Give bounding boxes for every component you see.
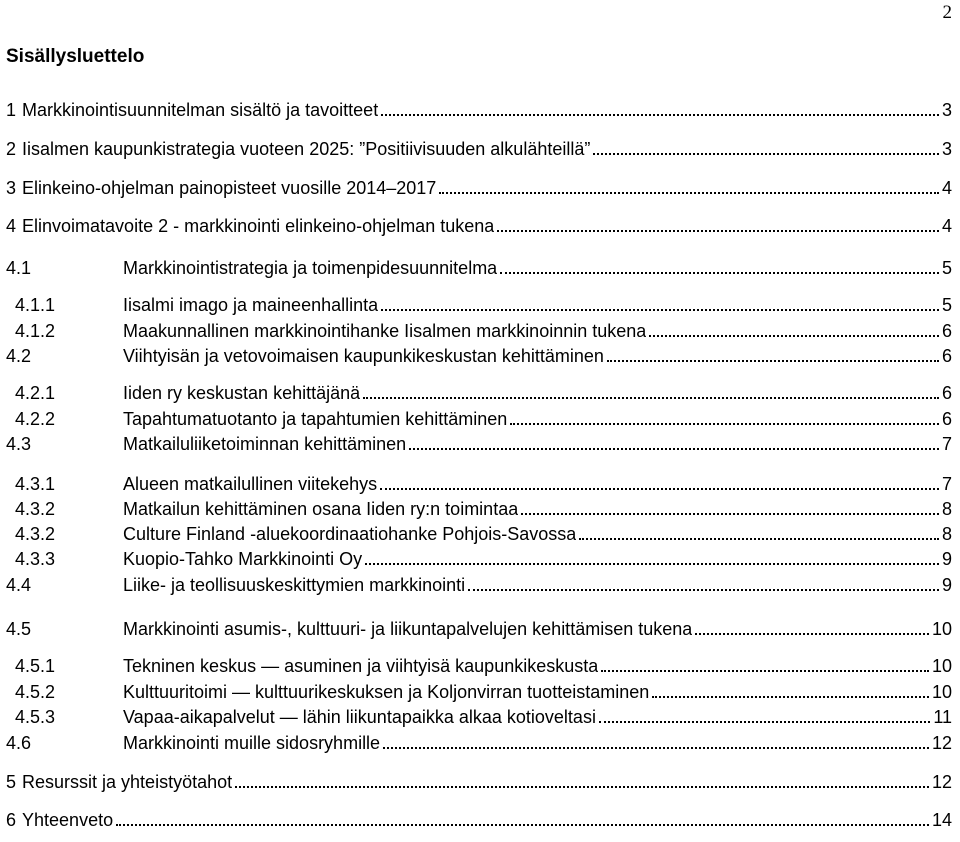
- toc-entry[interactable]: [0, 380, 952, 404]
- toc-entry-title: Tekninen keskus — asuminen ja viihtyisä kaupunkikeskusta: [123, 656, 599, 676]
- toc-entry-title: Viihtyisän ja vetovoimaisen kaupunkikeskustan kehittäminen: [123, 346, 604, 366]
- toc-entry-page: 12: [931, 733, 952, 753]
- toc-entry-number: 4.2: [6, 346, 32, 366]
- toc-entry-title: Markkinointi asumis-, kulttuuri- ja liikuntapalvelujen kehittämisen tukena: [123, 619, 693, 639]
- toc-entry[interactable]: [0, 572, 952, 596]
- dot-leader: [601, 669, 929, 672]
- dot-leader: [365, 562, 939, 565]
- toc-entry-title: Markkinointistrategia ja toimenpidesuunnitelma: [123, 258, 498, 278]
- toc-entry-page: 4: [941, 178, 952, 198]
- toc-entry[interactable]: [0, 97, 952, 121]
- toc-entry[interactable]: [0, 343, 952, 367]
- dot-leader: [363, 396, 939, 399]
- toc-entry-number: 4.4: [6, 575, 32, 595]
- toc-entry-title: Resurssit ja yhteistyötahot: [22, 772, 233, 792]
- toc-entry[interactable]: [0, 471, 952, 495]
- dot-leader: [652, 695, 929, 698]
- toc-entry[interactable]: [0, 255, 952, 279]
- toc-entry-number: 4.5.2: [15, 682, 56, 702]
- toc-entry-title: Vapaa-aikapalvelut — lähin liikuntapaikka alkaa kotioveltasi: [123, 707, 596, 727]
- dot-leader: [439, 191, 939, 194]
- toc-entry-page: 8: [941, 499, 952, 519]
- toc-entry-number: 4.3.3: [15, 549, 56, 569]
- dot-leader: [381, 308, 939, 311]
- toc-entry-page: 7: [941, 474, 952, 494]
- toc-entry-page: 8: [941, 524, 952, 544]
- toc-entry-page: 10: [931, 619, 952, 639]
- dot-leader: [593, 152, 939, 155]
- dot-leader: [409, 447, 939, 450]
- page-number: 2: [942, 2, 952, 23]
- toc-entry[interactable]: [0, 704, 952, 728]
- toc-entry-title: Markkinointisuunnitelman sisältö ja tavoitteet: [22, 100, 379, 120]
- toc-entry-number: 5: [6, 772, 17, 792]
- toc-entry-title: Alueen matkailullinen viitekehys: [123, 474, 378, 494]
- toc-entry[interactable]: [0, 136, 952, 160]
- toc-entry-page: 9: [941, 575, 952, 595]
- dot-leader: [497, 229, 939, 232]
- toc-entry-number: 4.3: [6, 434, 32, 454]
- toc-entry[interactable]: [0, 546, 952, 570]
- toc-entry-title: Iiden ry keskustan kehittäjänä: [123, 383, 361, 403]
- toc-entry-page: 11: [933, 707, 952, 727]
- toc-entry-page: 4: [941, 216, 952, 236]
- dot-leader: [579, 537, 939, 540]
- toc-entry-number: 3: [6, 178, 17, 198]
- toc-entry-page: 9: [941, 549, 952, 569]
- toc-entry-title: Elinkeino-ohjelman painopisteet vuosille 2014–2017: [22, 178, 437, 198]
- toc-entry-title: Culture Finland -aluekoordinaatiohanke Pohjois-Savossa: [123, 524, 577, 544]
- toc-entry-title: Iisalmen kaupunkistrategia vuoteen 2025: ”Positiivisuuden alkulähteillä”: [22, 139, 591, 159]
- toc-entry-page: 14: [931, 810, 952, 830]
- toc-entry[interactable]: [0, 175, 952, 199]
- toc-entry-number: 4.1.1: [15, 295, 56, 315]
- toc-entry-title: Yhteenveto: [22, 810, 114, 830]
- toc-entry[interactable]: [0, 431, 952, 455]
- toc-entry[interactable]: [0, 730, 952, 754]
- toc-entry-number: 6: [6, 810, 17, 830]
- toc-title: Sisällysluettelo: [6, 46, 145, 67]
- toc-entry[interactable]: [0, 496, 952, 520]
- toc-entry-number: 4.1.2: [15, 321, 56, 341]
- toc-entry-page: 7: [941, 434, 952, 454]
- toc-entry-title: Matkailuliiketoiminnan kehittäminen: [123, 434, 407, 454]
- toc-entry-number: 4.3.1: [15, 474, 56, 494]
- toc-entry-page: 12: [931, 772, 952, 792]
- dot-leader: [468, 588, 939, 591]
- toc-entry-title: Maakunnallinen markkinointihanke Iisalmen markkinoinnin tukena: [123, 321, 647, 341]
- toc-entry[interactable]: [0, 292, 952, 316]
- dot-leader: [116, 823, 929, 826]
- toc-entry-page: 5: [941, 295, 952, 315]
- toc-entry-title: Iisalmi imago ja maineenhallinta: [123, 295, 379, 315]
- toc-entry-page: 6: [941, 409, 952, 429]
- dot-leader: [607, 359, 939, 362]
- dot-leader: [235, 785, 929, 788]
- dot-leader: [380, 487, 939, 490]
- toc-entry-page: 10: [931, 656, 952, 676]
- toc-entry-page: 3: [941, 139, 952, 159]
- toc-entry-number: 1: [6, 100, 17, 120]
- toc-entry-title: Kuopio-Tahko Markkinointi Oy: [123, 549, 363, 569]
- dot-leader: [383, 746, 929, 749]
- toc-entry-title: Kulttuuritoimi — kulttuurikeskuksen ja Koljonvirran tuotteistaminen: [123, 682, 650, 702]
- toc-entry[interactable]: [0, 213, 952, 237]
- dot-leader: [500, 271, 939, 274]
- toc-entry-number: 4.3.2: [15, 499, 56, 519]
- toc-entry[interactable]: [0, 807, 952, 831]
- toc-entry-number: 4.5.1: [15, 656, 56, 676]
- toc-entry[interactable]: [0, 318, 952, 342]
- toc-entry-title: Markkinointi muille sidosryhmille: [123, 733, 381, 753]
- toc-entry[interactable]: [0, 679, 952, 703]
- toc-entry-title: Liike- ja teollisuuskeskittymien markkinointi: [123, 575, 466, 595]
- toc-entry-number: 4.1: [6, 258, 32, 278]
- toc-entry-page: 3: [941, 100, 952, 120]
- toc-entry-number: 4.2.2: [15, 409, 56, 429]
- dot-leader: [521, 512, 939, 515]
- toc-entry[interactable]: [0, 653, 952, 677]
- toc-entry-number: 4.3.2: [15, 524, 56, 544]
- toc-entry-title: Elinvoimatavoite 2 - markkinointi elinkeino-ohjelman tukena: [22, 216, 495, 236]
- toc-entry-page: 5: [941, 258, 952, 278]
- dot-leader: [695, 632, 929, 635]
- toc-entry-number: 4.2.1: [15, 383, 56, 403]
- toc-entry-number: 4.5.3: [15, 707, 56, 727]
- toc-entry-page: 6: [941, 321, 952, 341]
- toc-entry-number: 2: [6, 139, 17, 159]
- toc-entry[interactable]: [0, 616, 952, 640]
- toc-entry[interactable]: [0, 521, 952, 545]
- dot-leader: [510, 422, 939, 425]
- toc-entry[interactable]: [0, 406, 952, 430]
- toc-entry-number: 4.6: [6, 733, 32, 753]
- toc-entry[interactable]: [0, 769, 952, 793]
- toc-entry-page: 10: [931, 682, 952, 702]
- toc-entry-title: Matkailun kehittäminen osana Iiden ry:n toimintaa: [123, 499, 519, 519]
- toc-entry-number: 4: [6, 216, 17, 236]
- dot-leader: [649, 334, 939, 337]
- toc-entry-page: 6: [941, 346, 952, 366]
- toc-entry-number: 4.5: [6, 619, 32, 639]
- dot-leader: [599, 720, 930, 723]
- toc-entry-page: 6: [941, 383, 952, 403]
- dot-leader: [381, 113, 939, 116]
- toc-entry-title: Tapahtumatuotanto ja tapahtumien kehittäminen: [123, 409, 508, 429]
